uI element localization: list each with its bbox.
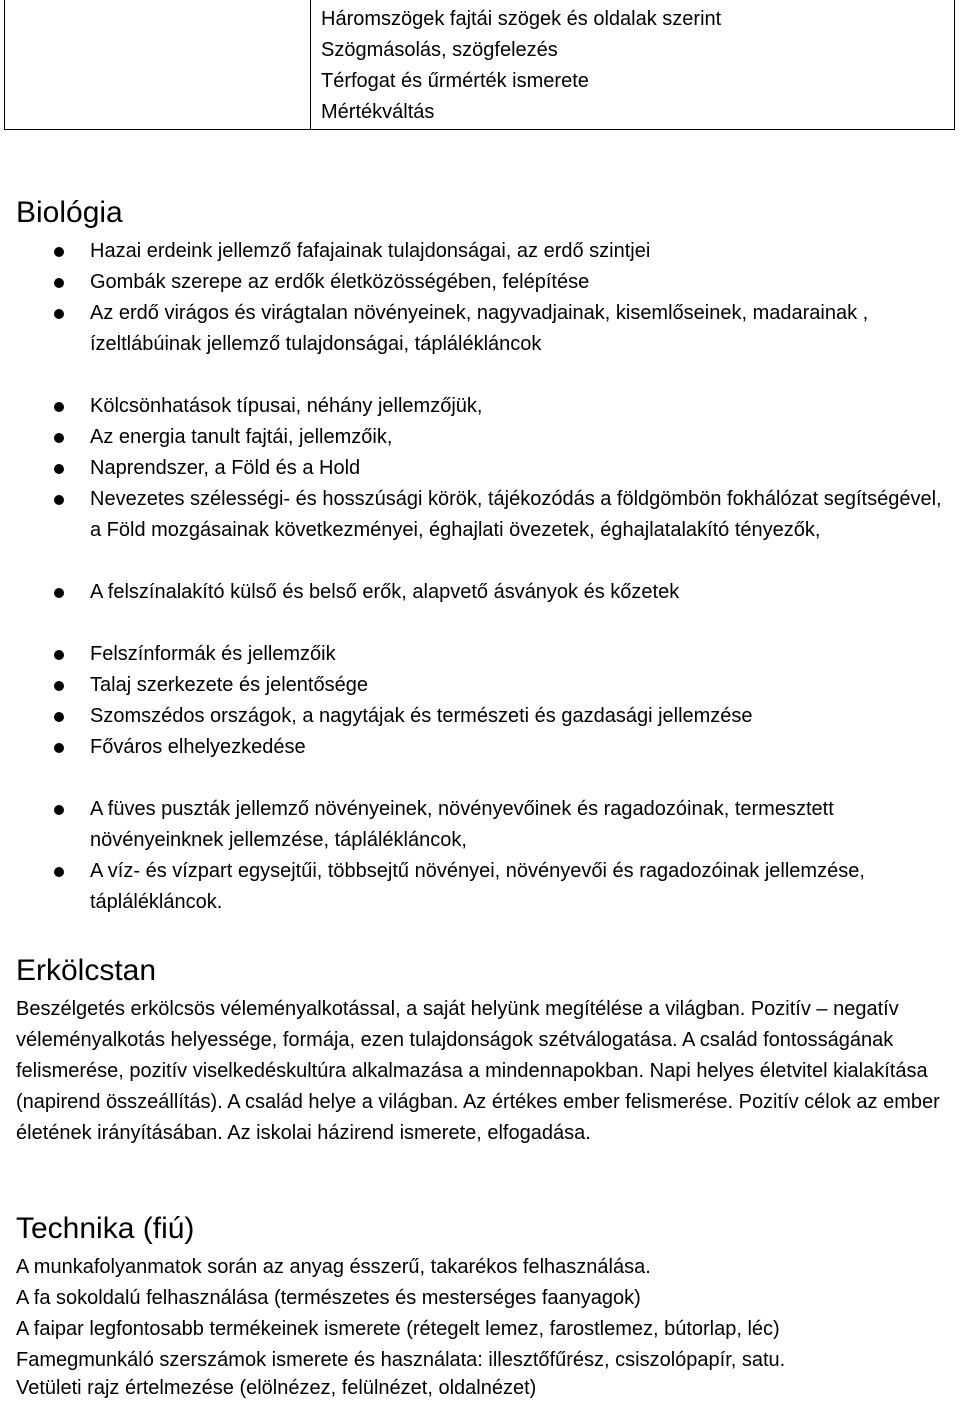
list-item: Kölcsönhatások típusai, néhány jellemzőjük, xyxy=(90,395,483,417)
list-item: A füves puszták jellemző növényeinek, növényevőinek és ragadozóinak, termesztett növényeinknek jellemzése, táplálékláncok, xyxy=(90,798,834,851)
bullet-icon xyxy=(54,681,64,691)
list-item: Hazai erdeink jellemző fafajainak tulajdonságai, az erdő szintjei xyxy=(90,240,651,262)
text-line: Famegmunkáló szerszámok ismerete és használata: illesztőfűrész, csiszolópapír, satu. xyxy=(16,1349,786,1371)
list-item: Az energia tanult fajtái, jellemzőik, xyxy=(90,426,393,448)
bullet-icon xyxy=(54,278,64,288)
text-line: Vetületi rajz értelmezése (elölnézez, felülnézet, oldalnézet) xyxy=(16,1377,537,1399)
table-row: Mértékváltás xyxy=(321,101,435,123)
section-paragraph: Beszélgetés erkölcsös véleményalkotással, a saját helyünk megítélése a világban. Pozitív – negatív véleményalkotás helyessége, formája, ezen tulajdonságok szétválogatása. A család fontosságának felismerése, pozitív viselkedéskultúra alkalmazása a mindennapokban. Napi helyes életvitel kialakítása (napirend összeállítás). A család helye a világban. Az értékes ember felismerése. Pozitív célok az ember életének irányításában. Az iskolai házirend ismerete, elfogadása. xyxy=(16,998,940,1144)
bullet-icon xyxy=(54,805,64,815)
table-row: Térfogat és űrmérték ismerete xyxy=(321,70,589,92)
table-row: Szögmásolás, szögfelezés xyxy=(321,39,558,61)
list-item: Talaj szerkezete és jelentősége xyxy=(90,674,368,696)
section-title-erkolcstan: Erkölcstan xyxy=(16,954,157,987)
bullet-icon xyxy=(54,712,64,722)
bullet-icon xyxy=(54,309,64,319)
bullet-icon xyxy=(54,495,64,505)
bullet-icon xyxy=(54,464,64,474)
list-item: Naprendszer, a Föld és a Hold xyxy=(90,457,361,479)
table-row: Háromszögek fajtái szögek és oldalak szerint xyxy=(321,8,722,30)
list-item: Nevezetes szélességi- és hosszúsági körök, tájékozódás a földgömbön fokhálózat segítségével, a Föld mozgásainak következményei, éghajlati övezetek, éghajlatalakító tényezők, xyxy=(90,488,942,541)
list-item: Az erdő virágos és virágtalan növényeinek, nagyvadjainak, kisemlőseinek, madarainak , ízeltlábúinak jellemző tulajdonságai, táplálékláncok xyxy=(90,302,869,355)
list-item: Gombák szerepe az erdők életközösségében, felépítése xyxy=(90,271,590,293)
topics-table xyxy=(4,0,955,130)
bullet-icon xyxy=(54,588,64,598)
section-title-biologia: Biológia xyxy=(16,196,123,229)
bullet-icon xyxy=(54,867,64,877)
list-item: Szomszédos országok, a nagytájak és természeti és gazdasági jellemzése xyxy=(90,705,753,727)
bullet-icon xyxy=(54,743,64,753)
list-item: Felszínformák és jellemzőik xyxy=(90,643,336,665)
section-title-technika: Technika (fiú) xyxy=(16,1212,195,1245)
bullet-icon xyxy=(54,402,64,412)
bullet-icon xyxy=(54,247,64,257)
text-line: A fa sokoldalú felhasználása (természetes és mesterséges faanyagok) xyxy=(16,1287,641,1309)
bullet-icon xyxy=(54,650,64,660)
list-item: A felszínalakító külső és belső erők, alapvető ásványok és kőzetek xyxy=(90,581,680,603)
text-line: A munkafolyanmatok során az anyag ésszerű, takarékos felhasználása. xyxy=(16,1256,651,1278)
table-column-divider xyxy=(310,0,311,129)
list-item: Főváros elhelyezkedése xyxy=(90,736,306,758)
text-line: A faipar legfontosabb termékeinek ismerete (rétegelt lemez, farostlemez, bútorlap, léc) xyxy=(16,1318,780,1340)
table-cell-topics xyxy=(321,4,941,128)
bullet-icon xyxy=(54,433,64,443)
list-item: A víz- és vízpart egysejtűi, többsejtű növényei, növényevői és ragadozóinak jellemzése, táplálékláncok. xyxy=(90,860,865,913)
